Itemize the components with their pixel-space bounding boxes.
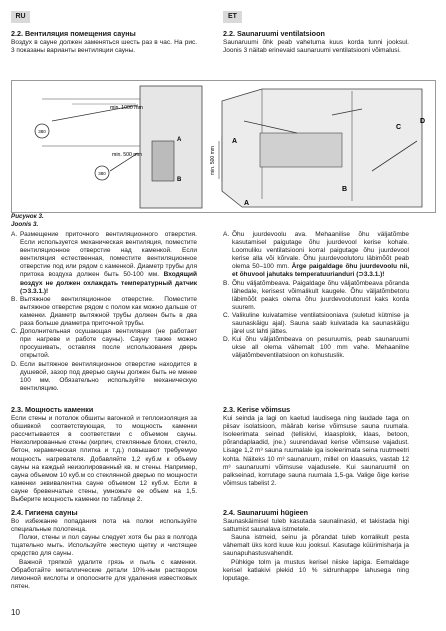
et-hygiene-section bbox=[223, 509, 409, 583]
figure-caption-ru: Рисунок 3. bbox=[11, 213, 44, 220]
letter-label: A bbox=[244, 200, 250, 207]
et-section-heading: 2.2. Saunaruumi ventilatsioon bbox=[223, 29, 325, 38]
letter-label: A bbox=[232, 138, 238, 145]
et-paragraph: Sauna istmeid, seinu ja põrandat tuleb korralikult pesta vähemalt üks kord kuue kuu jooksul. Kasutage küürimisharja ja saunapuhastusvahendit. bbox=[223, 534, 409, 558]
list-key: D. bbox=[11, 360, 18, 368]
language-label-et: ET bbox=[223, 11, 242, 23]
list-key: A. bbox=[11, 231, 18, 238]
heater-shape bbox=[152, 141, 174, 181]
et-section-heading: 2.3. Kerise võimsus bbox=[223, 405, 291, 414]
et-section-heading: 2.4. Saunaruumi hügieen bbox=[223, 508, 309, 517]
figure-caption bbox=[11, 213, 44, 228]
list-warning: Входящий воздух не должен охлаждать температурный датчик (⊃3.3.1.)! bbox=[20, 271, 197, 295]
letter-label: A bbox=[177, 137, 182, 143]
et-paragraph: Pühkige tolm ja mustus kerisel niiske lapiga. Eemaldage kerisel katlakivi plekid 10 % sidrunhappe lahusega ning loputage. bbox=[223, 558, 409, 582]
letter-label: D bbox=[420, 118, 426, 125]
fan-label: 380 bbox=[38, 129, 46, 134]
et-ventilation-intro bbox=[223, 30, 409, 55]
ru-heater-output-section bbox=[11, 406, 197, 504]
ventilation-diagram bbox=[12, 81, 435, 212]
list-text: Размещение приточного вентиляционного отверстия. Если используется механическая вентиляция, поместите вентиляционное отверстие над каменкой. Если вентиляция естественная, поместите вентиляционное отверстие под или рядом с каменкой. Диаметр трубы для притока воздуха должен быть 50-100 мм. bbox=[20, 231, 197, 279]
list-text: Õhu juurdevoolu ava. Mehaanilise õhu väljatõmbe kasutamisel paigutage õhu juurdevool kerise kohale. Loomuliku ventilatsiooni korral paigutage õhu juurdevool kerise alla või kõrvale. Õhu juurdevoolutoru läbimõõt peab olema 50–100 mm. bbox=[232, 231, 409, 271]
list-item bbox=[11, 328, 197, 360]
list-warning: Ärge paigaldage õhu juurdevoolu nii, et õhuvool jahutaks temperatuurianduri (⊃3.3.1.)! bbox=[232, 263, 409, 279]
ru-hygiene-section bbox=[11, 509, 197, 591]
list-item bbox=[11, 361, 197, 393]
list-text: Õhu väljatõmbeava. Paigaldage õhu väljatõmbeava põranda lähedale, kerisest võimalikult kaugele. Õhu väljatõmbetoru läbimõõt peaks olema õhu juurdevoolutorust kaks korda suurem. bbox=[232, 279, 409, 311]
list-text: Valikuline kuivatamise ventilatsiooniava (suletud kütmise ja saunaskäigu ajal). Sauna saab kuivatada ka saunaskäigu järel ust lahti jättes. bbox=[232, 311, 409, 336]
ru-section-heading: 2.4. Гигиена сауны bbox=[11, 508, 78, 517]
et-ventilation-list bbox=[223, 231, 409, 361]
bench-shape bbox=[260, 133, 342, 167]
ru-ventilation-intro bbox=[11, 30, 197, 55]
ru-paragraph: Если стены и потолок обшиты вагонкой и теплоизоляция за обшивкой соответствующая, то мощность каменки рассчитывается в соответствии с объемом сауны. Неизолированные стены (кирпич, стеклянные блоки, стекло, бетон, керамическая плитка и т.д.) повышают требуемую мощность нагревателя. Добавляйте 1,2 куб.м к объему сауны на каждый неизолированный кв. м стены. Например, сауна объемом 10 куб.м со стеклянной дверью по мощности каменки эквивалентна сауне объемом 12 куб.м. Если в сауне бревенчатые стены, умножьте ее объем на 1,5. Выберите мощность каменки по таблице 2. bbox=[11, 415, 197, 504]
et-paragraph: Kui seinda ja lagi on kaetud laudisega ning laudade taga on piisav isolatsioon, määrab kerise võimsuse sauna ruumala. Isoleerimata seinad (telliskivi, klaasplokk, klaas, betoon, põrandaplaadid, jne.) suurendavad kerise võimsuse vajadust. Lisage 1,2 m³ sauna ruumalale iga isoleerimata seina ruutmeetri kohta. Näiteks 10 m³ saunaruum, millel on klaasuks, vastab 12 m³ saunaruumi võimsuse vajadusele. Kui saunaruumil on palkseinad, korrutage sauna ruumala 1,5-ga. Valige õige kerise võimsus tabelist 2. bbox=[223, 415, 409, 487]
list-item bbox=[11, 231, 197, 296]
list-item bbox=[11, 296, 197, 328]
left-diagram bbox=[35, 86, 202, 208]
list-key: A. bbox=[223, 231, 230, 238]
ru-paragraph: Полки, стены и пол сауны следует хотя бы раз в полгода тщательно мыть. Используйте жесткую щетку и чистящее средство для сауны. bbox=[11, 534, 197, 558]
list-item bbox=[223, 231, 409, 280]
page-number: 10 bbox=[11, 608, 20, 617]
letter-label: B bbox=[342, 186, 348, 193]
dimension-label: min. 500 mm bbox=[112, 152, 142, 158]
fan-label: 380 bbox=[98, 171, 106, 176]
et-paragraph: Saunaruumi õhk peab vahetuma kuus korda tunni jooksul. Joonis 3 näitab erinevaid saunaruumi ventilatsiooni võimalusi. bbox=[223, 39, 409, 55]
dimension-label: min. 1000 mm bbox=[110, 105, 143, 111]
list-text: Дополнительная осушающая вентиляция (не работает при нагреве и работе сауны). Сауну также можно просушивать, оставляя после использования дверь открытой. bbox=[20, 328, 197, 360]
list-text: Если вытяжное вентиляционное отверстие находится в душевой, зазор под дверью сауны должен быть не менее 100 мм. Обязательно используйте механическую вентиляцию. bbox=[20, 360, 197, 392]
ventilation-figure bbox=[11, 80, 436, 213]
list-key: B. bbox=[11, 295, 18, 303]
list-key: D. bbox=[223, 336, 230, 344]
et-heater-output-section bbox=[223, 406, 409, 488]
ru-section-heading: 2.3. Мощность каменки bbox=[11, 405, 94, 414]
language-label-ru: RU bbox=[11, 11, 30, 23]
ru-ventilation-list bbox=[11, 231, 197, 393]
letter-label: C bbox=[396, 124, 402, 131]
figure-caption-et: Joonis 3. bbox=[11, 220, 39, 228]
right-diagram bbox=[222, 89, 425, 207]
ru-paragraph: Важной тряпкой удалите грязь и пыль с каменки. Обработайте металлические детали 10%-ным раствором лимонной кислоты и ополосните для удаления известковых пятен. bbox=[11, 558, 197, 590]
ru-paragraph: Воздух в сауне должен заменяться шесть раз в час. На рис. 3 показаны варианты вентиляции сауны. bbox=[11, 39, 197, 55]
list-item bbox=[223, 336, 409, 360]
list-key: B. bbox=[223, 279, 230, 287]
dimension-label: min. 500 mm bbox=[210, 146, 216, 175]
list-text: Kui õhu väljatõmbeava on pesuruumis, peab saunaruumi ukse all olema vähemalt 100 mm vahe. Mehaanilne väljatõmbeventilatsioon on kohustuslik. bbox=[232, 336, 409, 360]
ru-paragraph: Во избежание попадания пота на полки используйте специальные полотенца. bbox=[11, 518, 197, 534]
list-item bbox=[223, 280, 409, 312]
ru-section-heading: 2.2. Вентиляция помещения сауны bbox=[11, 29, 136, 38]
list-key: C. bbox=[223, 311, 230, 319]
et-paragraph: Saunaskäimisel tuleb kasutada saunalinasid, et takistada higi sattumist saunalava istmetele. bbox=[223, 518, 409, 534]
letter-label: B bbox=[177, 177, 182, 183]
list-item bbox=[223, 312, 409, 336]
list-key: C. bbox=[11, 328, 18, 336]
list-text: Вытяжное вентиляционное отверстие. Поместите вытяжное отверстие рядом с полом как можно дальше от каменки. Диаметр вытяжной трубы должен быть в два раза больше диаметра приточной трубы. bbox=[20, 295, 197, 328]
